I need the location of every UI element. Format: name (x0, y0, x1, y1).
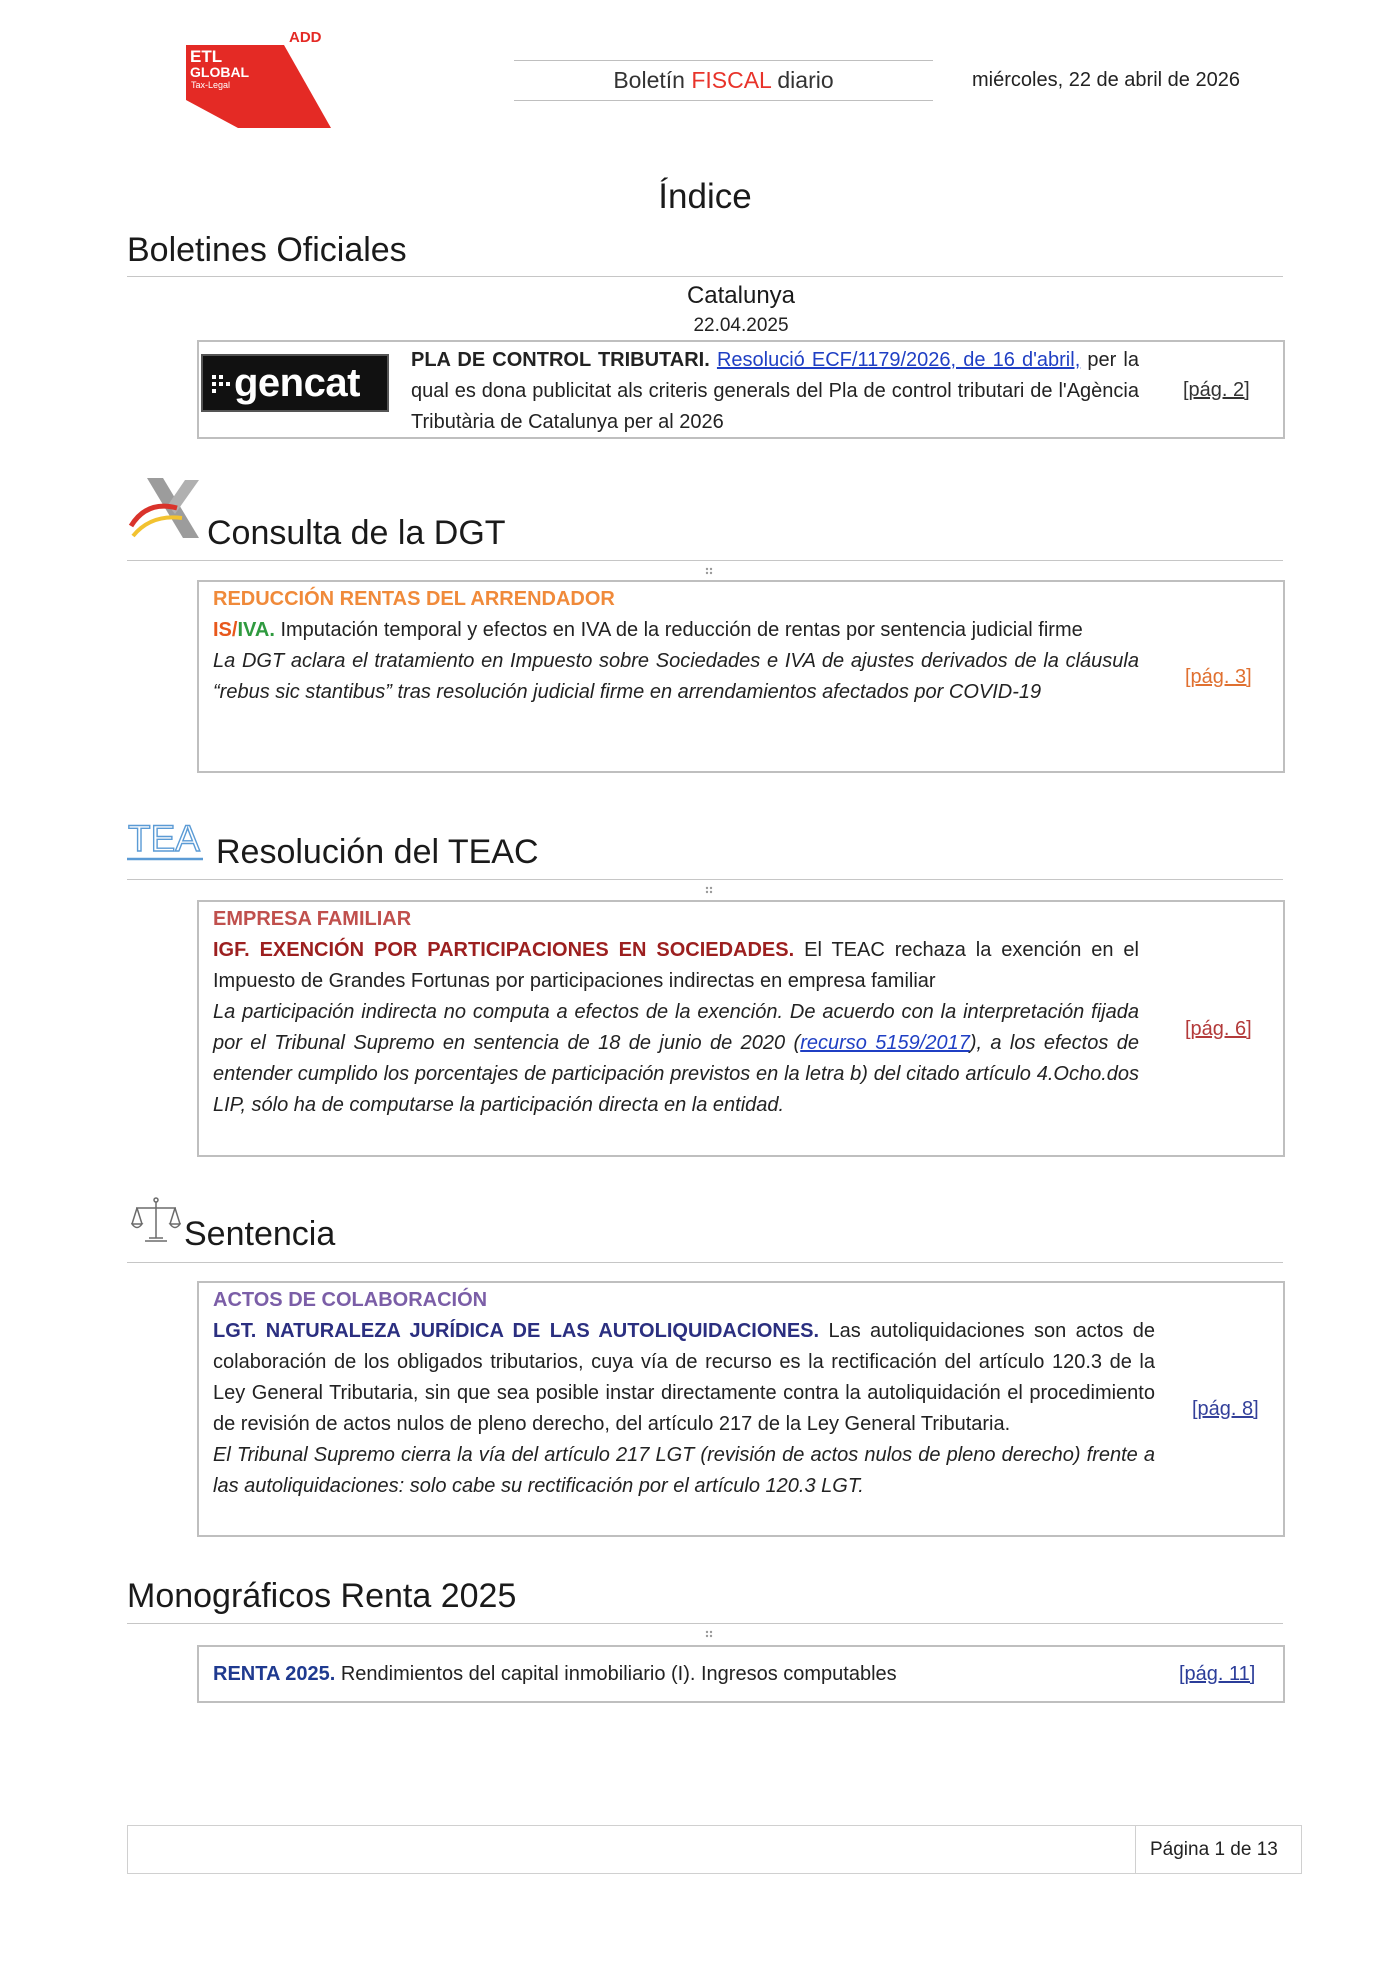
svg-text:TEA: TEA (128, 818, 200, 859)
gencat-logo-icon (201, 354, 389, 412)
entry-lead: IGF. EXENCIÓN POR PARTICIPACIONES EN SOCIEDADES. (213, 939, 795, 961)
section-title-boletines: Boletines Oficiales (127, 231, 407, 269)
entry-summary: La DGT aclara el tratamiento en Impuesto sobre Sociedades e IVA de ajustes derivados de la cláusula “rebus sic stantibus” tras resolución judicial firme en arrendamientos afectados por COVID-19 (213, 650, 1139, 703)
entry-headline (213, 615, 1139, 646)
section-title-monograficos: Monográficos Renta 2025 (127, 1577, 517, 1615)
tax-code-iva: IVA. (237, 619, 275, 641)
footer-divider (1135, 1826, 1136, 1873)
page-link[interactable]: [pág. 3] (1185, 665, 1252, 688)
entry-summary: El Tribunal Supremo cierra la vía del artículo 217 LGT (revisión de actos nulos de pleno derecho) frente a las autoliquidaciones: solo cabe su rectificación por el artículo 120.3 LGT. (213, 1444, 1155, 1497)
bulletin-title-part-3: diario (777, 67, 834, 93)
region-date: 22.04.2025 (693, 315, 789, 336)
entry-headline (213, 1316, 1155, 1440)
region-title: Catalunya (686, 282, 796, 309)
entry-paragraph (411, 345, 1139, 438)
entry-category: ACTOS DE COLABORACIÓN (213, 1289, 488, 1311)
index-title: Índice (658, 177, 752, 216)
section-anchor-icon (704, 885, 714, 895)
tea-logo-icon (127, 813, 203, 864)
section-title-dgt: Consulta de la DGT (207, 514, 506, 552)
section-rule (127, 560, 1283, 561)
entry-text (213, 904, 1139, 1121)
bulletin-title-part-1: Boletín (613, 67, 685, 93)
scales-of-justice-icon (131, 1194, 181, 1245)
bulletin-title (514, 66, 933, 94)
section-anchor-icon (704, 566, 714, 576)
entry-headline-text: Rendimientos del capital inmobiliario (I). Ingresos computables (340, 1663, 897, 1685)
section-anchor-icon (704, 1629, 714, 1639)
entry-text (411, 345, 1139, 438)
entry-headline-text: El TEAC rechaza la exención en el Impuesto de Grandes Fortunas por participaciones indirectas en empresa familiar (213, 939, 1139, 992)
entry-text (213, 584, 1139, 708)
entry-lead: LGT. NATURALEZA JURÍDICA DE LAS AUTOLIQUIDACIONES. (213, 1320, 820, 1342)
entry-headline (213, 1659, 1113, 1690)
resolution-link[interactable]: Resolució ECF/1179/2026, de 16 d'abril, (716, 349, 1081, 371)
bulletin-title-highlight: FISCAL (691, 67, 771, 93)
entry-headline (213, 935, 1139, 997)
section-title-sentencia: Sentencia (184, 1215, 336, 1253)
svg-text:ETL: ETL (190, 47, 223, 66)
page-number: Página 1 de 13 (1150, 1839, 1278, 1860)
bulletin-date: miércoles, 22 de abril de 2026 (972, 69, 1240, 91)
header-rule-bottom (514, 100, 933, 101)
entry-card-boletin (197, 340, 1285, 439)
section-rule (127, 1262, 1283, 1263)
court-appeal-link[interactable]: recurso 5159/2017 (800, 1032, 970, 1054)
gencat-wordmark: gencat (234, 361, 360, 405)
entry-summary (213, 997, 1139, 1121)
tax-code-is: IS (213, 619, 232, 641)
entry-card-teac (197, 900, 1285, 1157)
svg-text:Tax-Legal: Tax-Legal (191, 80, 231, 90)
entry-lead: PLA DE CONTROL TRIBUTARI. (411, 349, 710, 371)
tax-code-separator: / (231, 619, 238, 641)
entry-headline-text: Imputación temporal y efectos en IVA de la reducción de rentas por sentencia judicial firme (280, 619, 1083, 641)
page-footer (127, 1825, 1302, 1874)
entry-headline-text: Las autoliquidaciones son actos de colaboración de los obligados tributarios, cuya vía de recurso es la rectificación del artículo 120.3 de la Ley General Tributaria, sin que sea posible instar directamente contra la autoliquidación el procedimiento de revisión de actos nulos de pleno derecho, del artículo 217 de la Ley General Tributaria. (213, 1320, 1156, 1435)
gencat-dots-icon (211, 373, 233, 395)
page-link[interactable]: [pág. 8] (1192, 1398, 1259, 1420)
entry-summary-part-1: La participación indirecta no computa a efectos de la exención. De acuerdo con la interpretación fijada por el Tribunal Supremo en sentencia de 18 de junio de 2020 ( (213, 1001, 1139, 1054)
entry-text (213, 1285, 1155, 1502)
tax-agency-logo-icon (127, 470, 203, 546)
entry-summary-part-2: ), a los efectos de entender cumplido los porcentajes de participación previstos en la letra b) del citado artículo 4.Ocho.dos LIP, sólo ha de computarse la participación directa en la entidad. (213, 1032, 1139, 1116)
section-rule (127, 1623, 1283, 1624)
section-rule (127, 276, 1283, 277)
entry-card-dgt (197, 580, 1285, 773)
entry-description: per la qual es dona publicitat als criteris generals del Pla de control tributari de l'Agència Tributària de Catalunya per al 2026 (411, 349, 1139, 433)
entry-card-sentencia (197, 1281, 1285, 1537)
page-link[interactable]: [pág. 6] (1185, 1017, 1252, 1040)
entry-lead: RENTA 2025. (213, 1663, 336, 1685)
entry-card-renta (197, 1645, 1285, 1703)
entry-text (213, 1659, 1113, 1690)
section-rule (127, 879, 1283, 880)
header-rule-top (514, 60, 933, 61)
section-title-teac: Resolución del TEAC (216, 833, 539, 871)
svg-text:GLOBAL: GLOBAL (190, 64, 250, 80)
entry-category: REDUCCIÓN RENTAS DEL ARRENDADOR (213, 588, 615, 610)
page-link[interactable]: [pág. 11] (1179, 1663, 1256, 1685)
entry-category: EMPRESA FAMILIAR (213, 908, 412, 930)
page-link[interactable]: [pág. 2] (1183, 378, 1250, 401)
etl-global-logo (186, 28, 331, 128)
svg-text:ADD: ADD (289, 29, 322, 46)
